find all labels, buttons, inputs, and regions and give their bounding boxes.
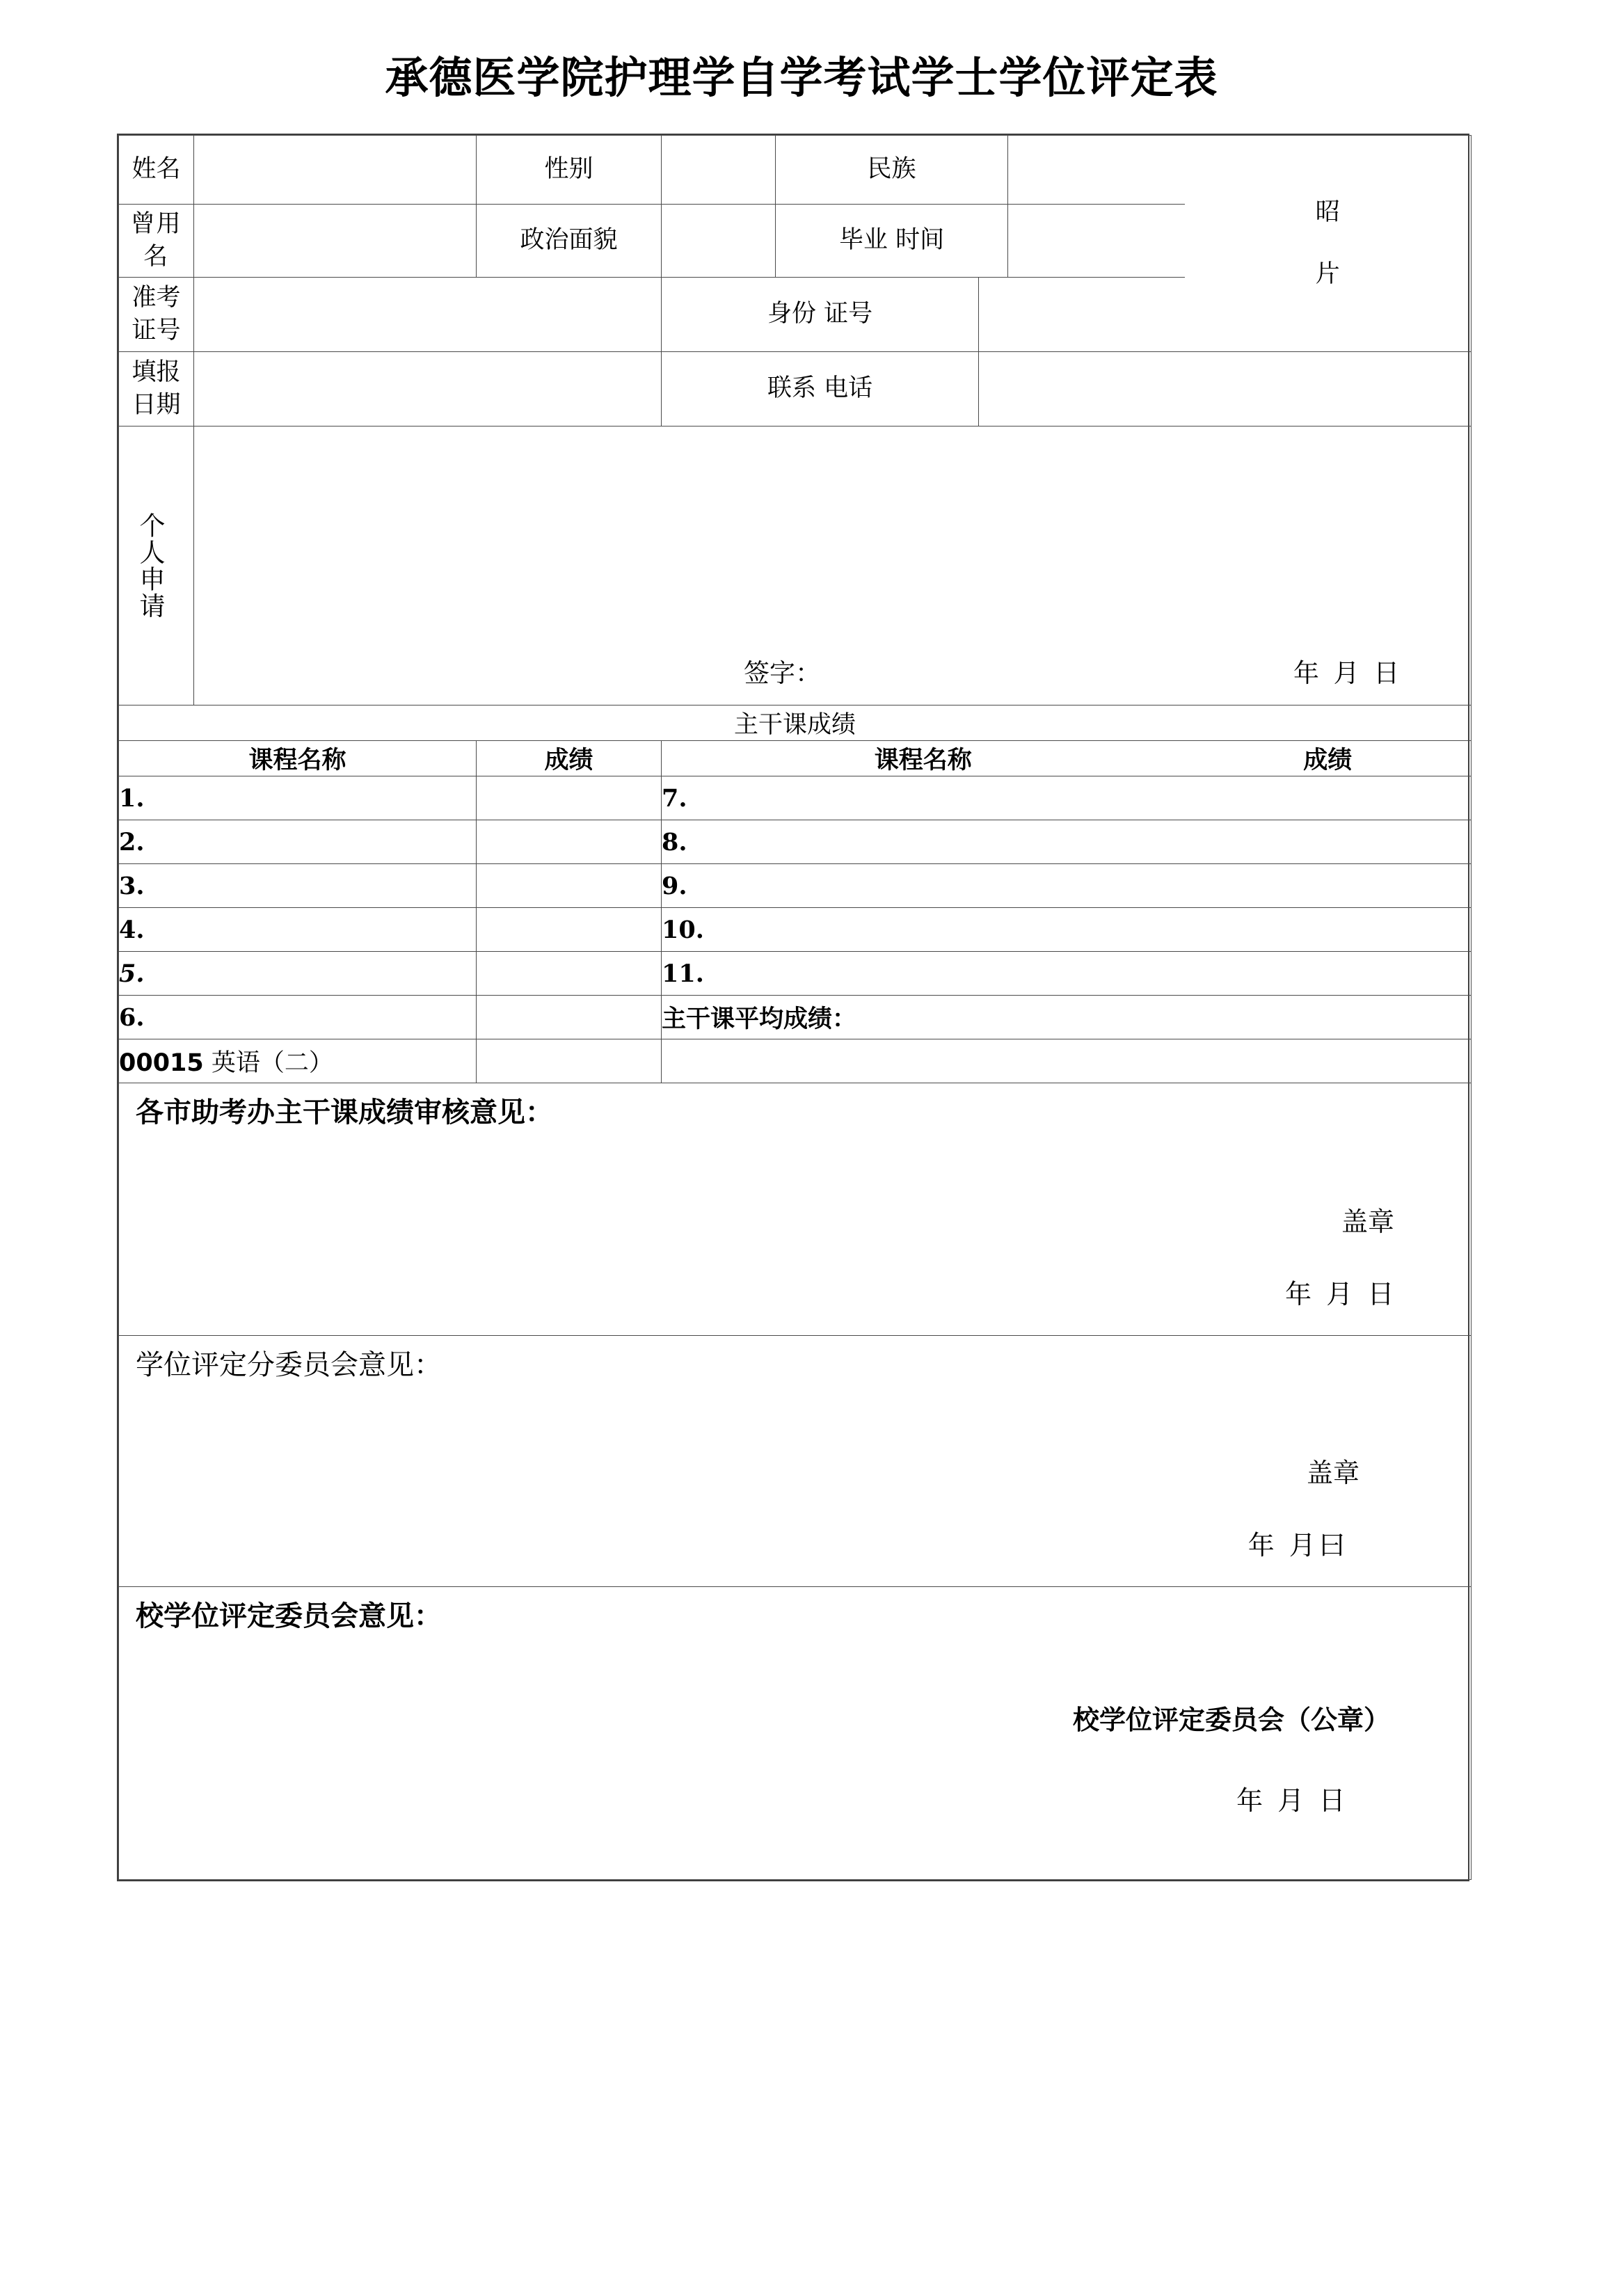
value-ethnicity[interactable] xyxy=(1008,136,1185,205)
value-graduation-time[interactable] xyxy=(1008,205,1185,278)
course-number-left[interactable]: 3. xyxy=(119,864,477,908)
opinion-block-1[interactable] xyxy=(119,1083,1471,1335)
label-former-name: 曾用 名 xyxy=(119,205,194,278)
course-number-right[interactable]: 10. xyxy=(662,908,1472,952)
value-fill-date[interactable] xyxy=(194,352,662,426)
label-political-status: 政治面貌 xyxy=(477,205,662,278)
course-row-average xyxy=(119,996,1472,1039)
label-fill-date: 填报 日期 xyxy=(119,352,194,426)
scores-header-row xyxy=(119,741,1472,776)
course-number-right[interactable]: 9. xyxy=(662,864,1472,908)
value-political-status[interactable] xyxy=(662,205,776,278)
course-row-english xyxy=(119,1039,1472,1083)
opinion-cell-1[interactable] xyxy=(119,1083,1472,1336)
scores-section-title: 主干课成绩 xyxy=(119,705,1472,741)
course-number-left[interactable]: 1. xyxy=(119,776,477,820)
course-number-left[interactable]: 5. xyxy=(119,952,477,996)
scores-section-title-row xyxy=(119,705,1472,741)
application-label-text: 个人申请 xyxy=(135,512,165,619)
application-row xyxy=(119,426,1472,705)
course-row xyxy=(119,952,1472,996)
english-course-cell[interactable] xyxy=(119,1039,477,1083)
opinion-date-3: 年 月 日 xyxy=(1236,1785,1349,1816)
header-course-name-right: 课程名称 xyxy=(662,741,1185,776)
label-graduation-time: 毕业 时间 xyxy=(776,205,1008,278)
label-phone: 联系 电话 xyxy=(662,352,979,426)
label-id-number: 身份 证号 xyxy=(662,278,979,352)
course-number-left[interactable]: 2. xyxy=(119,820,477,864)
opinion-block-2[interactable] xyxy=(119,1336,1471,1586)
course-row xyxy=(119,776,1472,820)
opinion-row-3 xyxy=(119,1587,1472,1880)
value-name[interactable] xyxy=(194,136,477,205)
opinion-title-3: 校学位评定委员会意见： xyxy=(136,1600,442,1632)
opinion-date-2: 年 月曰 xyxy=(1247,1530,1349,1561)
opinion-title-1: 各市助考办主干课成绩审核意见： xyxy=(136,1097,553,1129)
opinion-block-3[interactable] xyxy=(119,1587,1471,1879)
header-score-right: 成绩 xyxy=(1185,741,1472,776)
photo-line-2: 片 xyxy=(1315,260,1340,288)
form-frame xyxy=(117,134,1469,1881)
english-right-value[interactable] xyxy=(662,1039,1472,1083)
info-row-1 xyxy=(119,136,1472,205)
value-id-number[interactable] xyxy=(979,278,1268,352)
value-former-name[interactable] xyxy=(194,205,477,278)
opinion-title-2: 学位评定分委员会意见： xyxy=(136,1349,442,1381)
signature-date-label: 年 月 日 xyxy=(1293,658,1403,688)
average-score-label: 主干课平均成绩： xyxy=(662,996,1472,1039)
opinion-date-1: 年 月 日 xyxy=(1285,1279,1398,1309)
opinion-row-1 xyxy=(119,1083,1472,1336)
course-row xyxy=(119,908,1472,952)
course-score-left[interactable] xyxy=(477,996,662,1039)
opinion-cell-3[interactable] xyxy=(119,1587,1472,1880)
info-row-4 xyxy=(119,352,1472,426)
course-number-left[interactable]: 4. xyxy=(119,908,477,952)
value-gender[interactable] xyxy=(662,136,776,205)
application-content-cell[interactable] xyxy=(194,426,1472,705)
course-score-left[interactable] xyxy=(477,952,662,996)
label-ethnicity: 民族 xyxy=(776,136,1008,205)
signature-label: 签字： xyxy=(744,658,821,688)
course-score-left[interactable] xyxy=(477,776,662,820)
form-table xyxy=(118,135,1472,1880)
opinion-cell-2[interactable] xyxy=(119,1336,1472,1587)
course-number-right[interactable]: 8. xyxy=(662,820,1472,864)
course-row xyxy=(119,820,1472,864)
label-gender: 性别 xyxy=(477,136,662,205)
opinion-stamp-2: 盖章 xyxy=(1307,1458,1360,1488)
course-score-left[interactable] xyxy=(477,908,662,952)
value-phone[interactable] xyxy=(979,352,1472,426)
course-score-left[interactable] xyxy=(477,820,662,864)
photo-line-1: 昭 xyxy=(1315,198,1340,226)
application-body[interactable] xyxy=(194,426,1471,705)
label-exam-ticket: 准考 证号 xyxy=(119,278,194,352)
header-course-name-left: 课程名称 xyxy=(119,741,477,776)
page-title: 承德医学院护理学自学考试学士学位评定表 xyxy=(385,52,1218,103)
course-score-left[interactable] xyxy=(477,864,662,908)
value-exam-ticket[interactable] xyxy=(194,278,662,352)
opinion-stamp-1: 盖章 xyxy=(1341,1206,1395,1237)
english-course-code: 00015 xyxy=(119,1049,204,1077)
label-personal-application xyxy=(119,426,194,705)
header-score-left: 成绩 xyxy=(477,741,662,776)
course-number-right[interactable]: 7. xyxy=(662,776,1472,820)
course-row xyxy=(119,864,1472,908)
opinion-row-2 xyxy=(119,1336,1472,1587)
course-number-right[interactable]: 11. xyxy=(662,952,1472,996)
opinion-stamp-3: 校学位评定委员会（公章） xyxy=(1073,1705,1391,1735)
label-name: 姓名 xyxy=(119,136,194,205)
english-course-score[interactable] xyxy=(477,1039,662,1083)
course-number-left[interactable]: 6. xyxy=(119,996,477,1039)
english-course-name: 英语（二） xyxy=(211,1049,333,1077)
